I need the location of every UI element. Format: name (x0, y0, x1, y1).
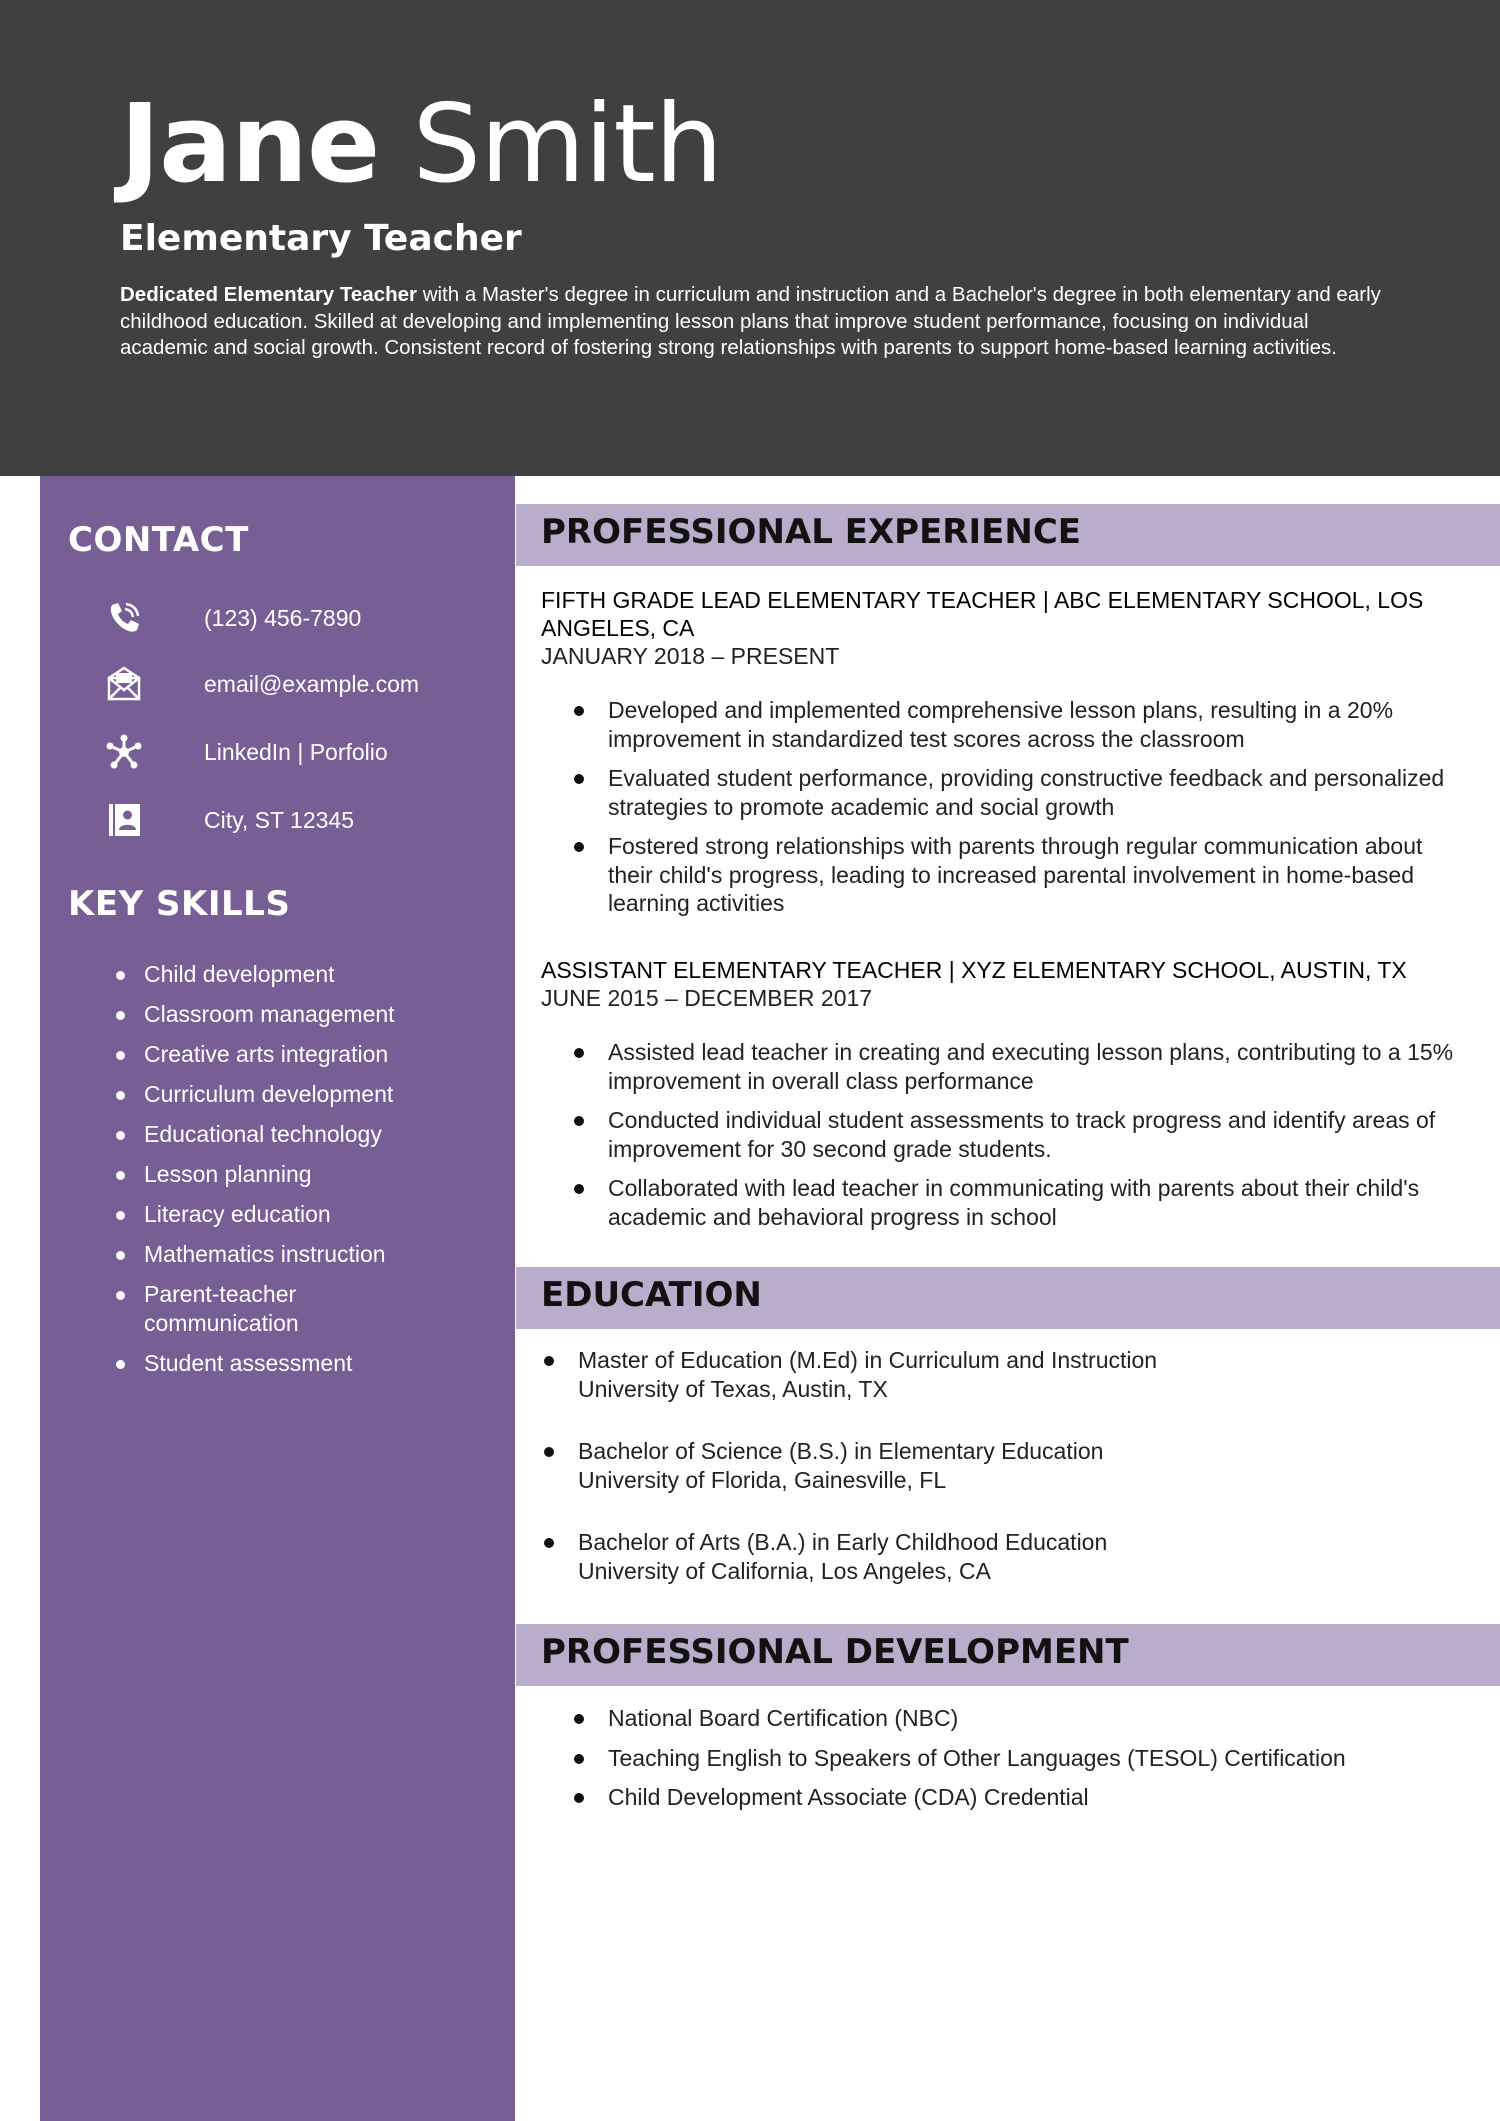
contact-email[interactable] (106, 664, 420, 704)
job-bullet: Collaborated with lead teacher in communicating with parents about their child's academic and behavioral progress in school (541, 1174, 1471, 1231)
network-icon (106, 734, 142, 770)
school: University of Florida, Gainesville, FL (578, 1467, 947, 1493)
experience-heading: PROFESSIONAL EXPERIENCE (541, 512, 1081, 552)
linkedin-text: LinkedIn | Porfolio (204, 738, 388, 765)
summary (120, 282, 1390, 362)
education-item (541, 1437, 1471, 1495)
degree: Bachelor of Science (B.S.) in Elementary Education (578, 1438, 1104, 1464)
skill-item: Educational technology (106, 1120, 496, 1149)
skills-heading: KEY SKILLS (68, 884, 291, 924)
job-bullet: Developed and implemented comprehensive lesson plans, resulting in a 20% improvement in standardized test scores across the classroom (541, 696, 1471, 753)
skill-item: Curriculum development (106, 1080, 496, 1109)
education-list (541, 1346, 1471, 1619)
skill-item: Classroom management (106, 1000, 496, 1029)
development-heading: PROFESSIONAL DEVELOPMENT (541, 1632, 1129, 1672)
school: University of Texas, Austin, TX (578, 1376, 888, 1402)
email-icon (106, 666, 142, 702)
full-name (120, 80, 722, 210)
skills-list (106, 960, 496, 1389)
skill-item: Student assessment (106, 1349, 496, 1378)
degree: Bachelor of Arts (B.A.) in Early Childhood Education (578, 1529, 1108, 1555)
development-item: National Board Certification (NBC) (541, 1704, 1471, 1733)
last-name: Smith (412, 82, 723, 207)
degree: Master of Education (M.Ed) in Curriculum and Instruction (578, 1347, 1158, 1373)
summary-text: with a Master's degree in curriculum and instruction and a Bachelor's degree in both elementary and early childhood education. Skilled at developing and implementing lesson plans that improve student performance, focusing on individual academic and social growth. Consistent record of fostering strong relationships with parents to support home-based learning activities. (120, 283, 1381, 359)
first-name: Jane (120, 82, 380, 207)
job-bullets-1 (541, 696, 1471, 929)
skill-item: Mathematics instruction (106, 1240, 496, 1269)
job-title-1: FIFTH GRADE LEAD ELEMENTARY TEACHER | ABC ELEMENTARY SCHOOL, LOS ANGELES, CA (541, 587, 1424, 641)
phone-icon (106, 600, 142, 636)
skill-item: Child development (106, 960, 496, 989)
skill-item: Lesson planning (106, 1160, 496, 1189)
address-book-icon (106, 802, 142, 838)
job-bullets-2 (541, 1038, 1471, 1242)
job-dates-1: JANUARY 2018 – PRESENT (541, 643, 840, 669)
contact-phone[interactable] (106, 598, 362, 638)
experience-band (516, 504, 1500, 566)
summary-lead: Dedicated Elementary Teacher (120, 283, 417, 306)
job-bullet: Fostered strong relationships with parents through regular communication about their child's progress, leading to increased parental involvement in home-based learning activities (541, 832, 1471, 918)
development-list (541, 1704, 1471, 1823)
development-item: Teaching English to Speakers of Other Languages (TESOL) Certification (541, 1744, 1471, 1773)
school: University of California, Los Angeles, CA (578, 1558, 991, 1584)
skill-item: Parent-teacher communication (106, 1280, 374, 1338)
education-item (541, 1346, 1471, 1404)
email-text: email@example.com (204, 670, 420, 697)
contact-heading: CONTACT (68, 520, 249, 560)
skill-item: Literacy education (106, 1200, 496, 1229)
job-bullet: Assisted lead teacher in creating and executing lesson plans, contributing to a 15% improvement in overall class performance (541, 1038, 1471, 1095)
job-title-2: ASSISTANT ELEMENTARY TEACHER | XYZ ELEMENTARY SCHOOL, AUSTIN, TX (541, 957, 1407, 983)
education-band (516, 1267, 1500, 1329)
address-text: City, ST 12345 (204, 806, 355, 833)
resume-header (0, 0, 1500, 476)
education-item (541, 1528, 1471, 1586)
contact-linkedin[interactable] (106, 732, 388, 772)
job-bullet: Evaluated student performance, providing constructive feedback and personalized strategies to promote academic and social growth (541, 764, 1471, 821)
skill-item: Creative arts integration (106, 1040, 496, 1069)
development-item: Child Development Associate (CDA) Credential (541, 1783, 1471, 1812)
job-bullet: Conducted individual student assessments to track progress and identify areas of improvement for 30 second grade students. (541, 1106, 1471, 1163)
education-heading: EDUCATION (541, 1275, 762, 1315)
phone-text: (123) 456-7890 (204, 604, 362, 631)
contact-address[interactable] (106, 800, 355, 840)
sidebar (40, 476, 515, 2121)
development-band (516, 1624, 1500, 1686)
job-title: Elementary Teacher (120, 218, 522, 259)
job-dates-2: JUNE 2015 – DECEMBER 2017 (541, 985, 873, 1011)
